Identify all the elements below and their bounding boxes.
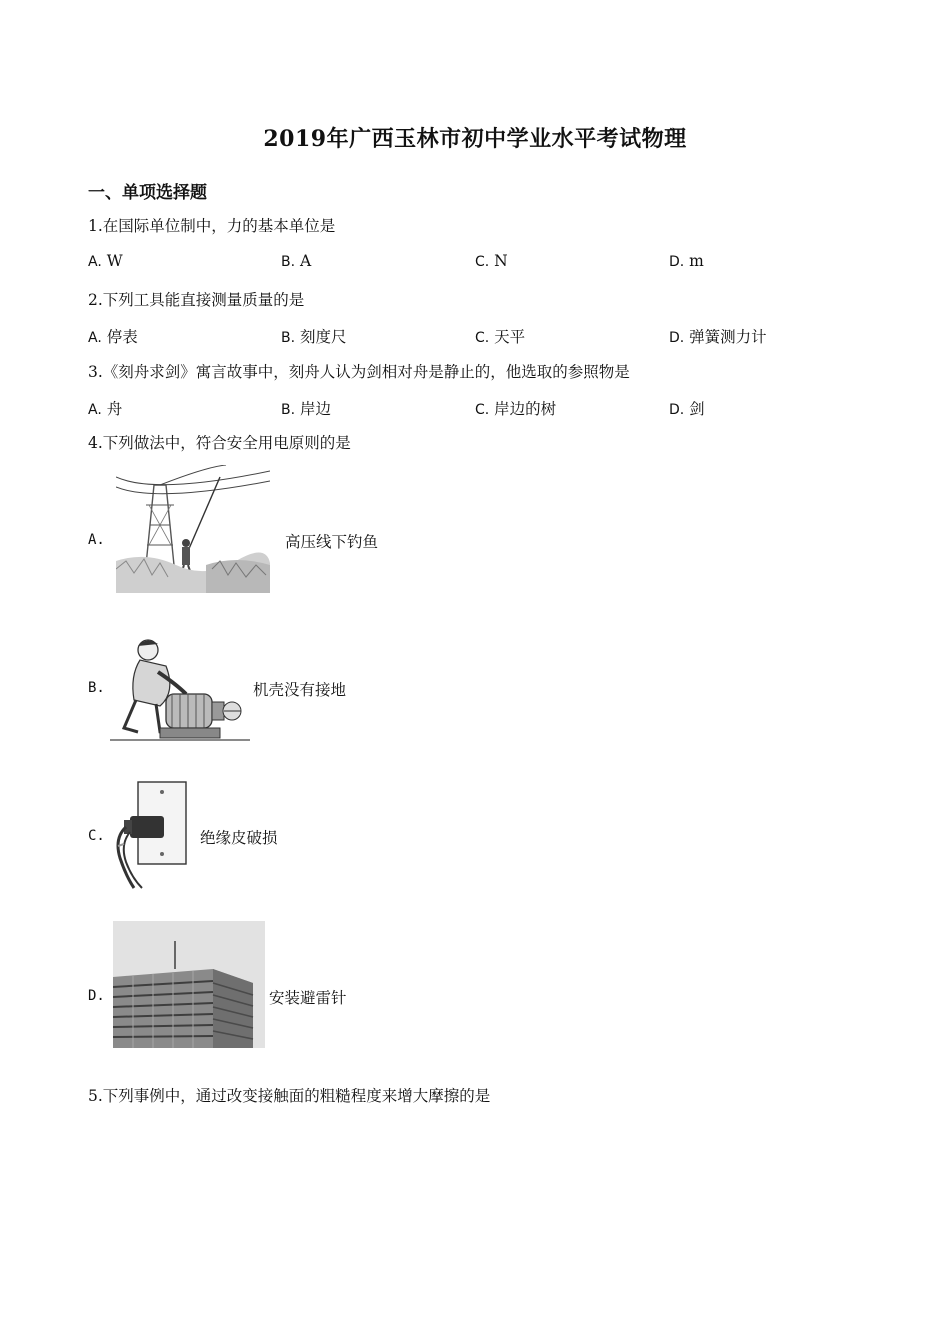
question-1-option-c[interactable] <box>475 252 508 270</box>
question-4-option-b-label[interactable]: B. <box>88 680 105 696</box>
question-4-option-c-text: 绝缘皮破损 <box>200 829 278 847</box>
motor-ungrounded-illustration[interactable] <box>110 636 250 744</box>
question-3-stem: 3.《刻舟求剑》寓言故事中，刻舟人认为剑相对舟是静止的，他选取的参照物是 <box>88 363 630 381</box>
option-label: D. <box>669 402 685 418</box>
option-text: 停表 <box>106 328 138 346</box>
question-5-stem: 5.下列事例中，通过改变接触面的粗糙程度来增大摩擦的是 <box>88 1087 491 1105</box>
question-2-option-a[interactable] <box>88 325 138 347</box>
question-3-option-b[interactable] <box>281 397 331 419</box>
damaged-plug-illustration[interactable] <box>116 780 194 890</box>
section-heading: 一、单项选择题 <box>88 183 207 203</box>
question-1-option-a[interactable] <box>88 252 123 270</box>
option-text: W <box>106 252 123 270</box>
option-label: A. <box>88 330 102 346</box>
power-line-fishing-illustration[interactable] <box>116 465 270 593</box>
question-1-option-b[interactable] <box>281 252 311 270</box>
option-text: A <box>300 252 312 270</box>
option-text: 岸边 <box>300 400 332 418</box>
question-2-stem: 2.下列工具能直接测量质量的是 <box>88 291 305 309</box>
option-text: 舟 <box>106 400 123 418</box>
option-text: N <box>494 252 508 270</box>
option-label: A. <box>88 254 102 270</box>
question-2-option-c[interactable] <box>475 325 525 347</box>
option-text: 弹簧测力计 <box>689 328 767 346</box>
option-label: D. <box>669 330 685 346</box>
question-2-option-b[interactable] <box>281 325 347 347</box>
option-label: C. <box>475 402 490 418</box>
option-label: A. <box>88 402 102 418</box>
option-label: B. <box>281 402 296 418</box>
question-4-option-b-text: 机壳没有接地 <box>253 681 347 699</box>
question-2-option-d[interactable] <box>669 325 767 347</box>
question-3-option-c[interactable] <box>475 397 556 419</box>
option-label: B. <box>281 254 296 270</box>
question-3-option-d[interactable] <box>669 397 705 419</box>
question-4-option-d-label[interactable]: D. <box>88 988 105 1004</box>
question-3-option-a[interactable] <box>88 397 122 419</box>
option-text: m <box>689 252 704 270</box>
option-text: 天平 <box>494 328 526 346</box>
question-1-option-d[interactable] <box>669 252 704 270</box>
option-label: B. <box>281 330 296 346</box>
option-label: C. <box>475 330 490 346</box>
building-lightning-rod-photo[interactable] <box>113 921 265 1048</box>
option-text: 岸边的树 <box>494 400 557 418</box>
option-text: 刻度尺 <box>300 328 347 346</box>
option-label: C. <box>475 254 490 270</box>
question-4-option-a-text: 高压线下钓鱼 <box>285 533 379 551</box>
exam-title: 2019年广西玉林市初中学业水平考试物理 <box>263 126 687 152</box>
question-4-option-c-label[interactable]: C. <box>88 828 105 844</box>
option-label: D. <box>669 254 685 270</box>
option-text: 剑 <box>689 400 705 418</box>
question-1-stem: 1.在国际单位制中，力的基本单位是 <box>88 217 336 235</box>
question-4-option-d-text: 安装避雷针 <box>269 989 347 1007</box>
question-4-stem: 4.下列做法中，符合安全用电原则的是 <box>88 434 351 452</box>
question-4-option-a-label[interactable]: A. <box>88 532 105 548</box>
